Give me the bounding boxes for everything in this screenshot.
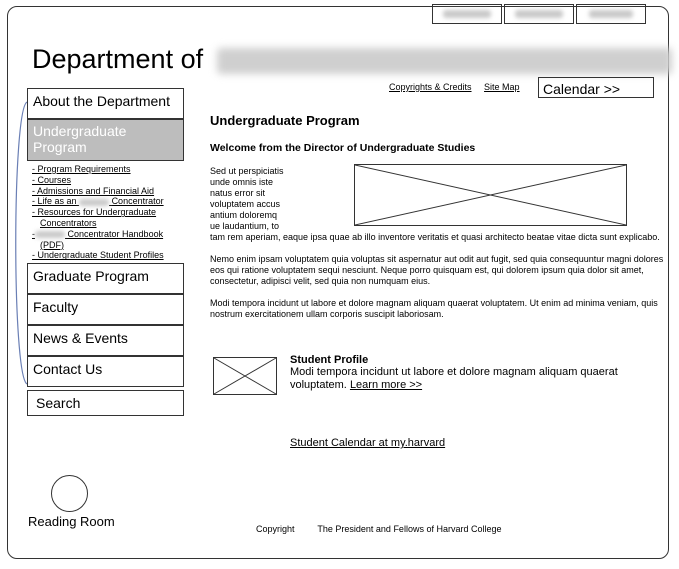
page-title: Undergraduate Program <box>210 113 360 128</box>
nav-item-contact[interactable]: Contact Us <box>27 356 184 387</box>
image-placeholder <box>354 164 627 226</box>
nav-item-news[interactable]: News & Events <box>27 325 184 356</box>
utility-box-1[interactable] <box>432 4 502 24</box>
footer-copyright: Copyright <box>256 524 295 534</box>
profile-image-placeholder <box>213 357 277 395</box>
reading-room-icon[interactable] <box>51 475 88 512</box>
department-title-prefix: Department of <box>32 44 204 74</box>
utility-box-2[interactable] <box>504 4 574 24</box>
learn-more-link[interactable]: Learn more >> <box>349 379 423 391</box>
subnav-handbook[interactable]: - Concentrator Handbook <box>32 228 164 239</box>
student-calendar-link[interactable]: Student Calendar at my.harvard <box>290 437 446 449</box>
sidebar-nav <box>27 88 184 416</box>
site-map-link[interactable]: Site Map <box>484 82 520 92</box>
reading-room-label[interactable]: Reading Room <box>28 514 115 529</box>
nav-item-faculty[interactable]: Faculty <box>27 294 184 325</box>
subnav-resources[interactable]: - Resources for Undergraduate <box>32 207 157 218</box>
search-button[interactable]: Search <box>27 390 184 416</box>
subnav <box>27 161 184 263</box>
footer-holder: The President and Fellows of Harvard College <box>317 524 502 534</box>
utility-box-3[interactable] <box>576 4 646 24</box>
subnav-admissions[interactable]: - Admissions and Financial Aid <box>32 185 155 196</box>
department-name-redacted <box>217 48 672 74</box>
subnav-program-requirements[interactable]: - Program Requirements <box>32 164 131 174</box>
top-links <box>389 82 530 92</box>
subnav-handbook-pdf[interactable]: (PDF) <box>40 239 64 250</box>
subnav-courses[interactable]: - Courses <box>32 174 72 185</box>
profile-text: Modi tempora incidunt ut labore et dolore magnam aliquam quaerat voluptatem. Learn more >> <box>290 366 618 391</box>
nav-item-undergraduate[interactable]: Undergraduate Program <box>27 119 184 161</box>
paragraph-2: Nemo enim ipsam voluptatem quia voluptas sit aspernatur aut odit aut fugit, sed quia consequuntur magni dolores eos qui ratione voluptatem sequi nesciunt. Neque porro quisquam est, qui dolorem ipsum quia dolor sit amet, consectetur, adipisci velit, sed quia non numquam eius. <box>210 254 664 286</box>
calendar-button[interactable]: Calendar >> <box>538 77 654 98</box>
nav-bracket <box>10 100 28 386</box>
copyrights-link[interactable]: Copyrights & Credits <box>389 82 472 92</box>
footer <box>256 524 501 534</box>
profile-title: Student Profile <box>290 354 369 366</box>
intro-paragraph: Sed ut perspiciatis unde omnis iste natus error sit voluptatem accus antium doloremq ue laudantium, to tam rem aperiam, eaque ipsa quae ab illo inventore veritatis et quasi architecto beatae vitae dicta sunt explicabo. <box>210 166 660 242</box>
subnav-life-as[interactable]: - Life as an Concentrator <box>32 196 164 207</box>
nav-item-graduate[interactable]: Graduate Program <box>27 263 184 294</box>
subnav-student-profiles[interactable]: - Undergraduate Student Profiles <box>32 250 164 261</box>
nav-item-about[interactable]: About the Department <box>27 88 184 119</box>
subnav-resources-cont[interactable]: Concentrators <box>40 217 97 228</box>
utility-boxes <box>432 4 648 24</box>
department-title <box>32 44 672 75</box>
student-profile <box>290 354 620 392</box>
paragraph-3: Modi tempora incidunt ut labore et dolore magnam aliquam quaerat voluptatem. Ut enim ad minima veniam, quis nostrum exercitationem ullam corporis suscipit laboriosam. <box>210 298 658 319</box>
welcome-heading: Welcome from the Director of Undergraduate Studies <box>210 142 476 154</box>
